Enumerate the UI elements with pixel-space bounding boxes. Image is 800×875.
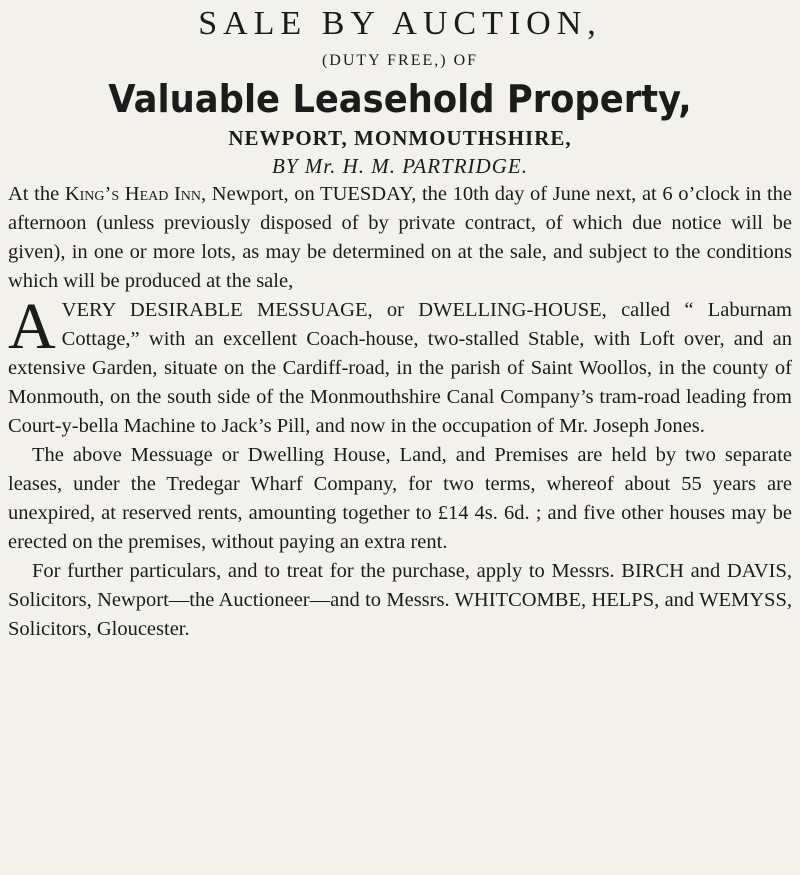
lot-text: VERY DESIRABLE MESSUAGE, or DWELLING-HOUSE, called “ Laburnam Cottage,” with an excellent Coach-house, two-stalled Stable, with Loft over, and an extensive Garden, situate on the Cardiff-road, in the parish of Saint Woollos, in the county of Monmouth, on the south side of the Monmouthshire Canal Company’s tram-road leading from Court-y-bella Machine to Jack’s Pill, and now in the occupation of Mr. Joseph Jones. (8, 299, 792, 437)
ad-title: SALE BY AUCTION, (198, 5, 602, 42)
drop-cap: A (8, 290, 56, 363)
ad-auctioneer: BY Mr. H. M. PARTRIDGE. (272, 154, 528, 178)
intro-text-start: At the (8, 183, 65, 205)
intro-text-rest: , Newport, on TUESDAY, the 10th day of June next, at 6 o’clock in the afternoon (unless previously disposed of by private contract, of which due notice will be given), in one or more lots, as may be determined on at the sale, and subject to the conditions which will be produced at the sale, (8, 183, 792, 292)
lease-terms: The above Messuage or Dwelling House, Land, and Premises are held by two separate leases, under the Tredegar Wharf Company, for two terms, whereof about 55 years are unexpired, at reserved rents, amounting together to £14 4s. 6d. ; and five other houses may be erected on the premises, without paying an extra rent. (8, 444, 792, 553)
ad-headline: Valuable Leasehold Property, (108, 77, 692, 121)
intro-paragraph (8, 180, 792, 296)
ad-location: NEWPORT, MONMOUTHSHIRE, (228, 126, 572, 150)
contact-paragraph: For further particulars, and to treat for the purchase, apply to Messrs. BIRCH and DAVIS, Solicitors, Newport—the Auctioneer—and to Messrs. WHITCOMBE, HELPS, and WEMYSS, Solicitors, Gloucester. (8, 560, 792, 640)
lot-description (8, 290, 792, 441)
venue-name: King’s Head Inn (64, 183, 202, 205)
ad-subtitle: (DUTY FREE,) OF (321, 52, 479, 69)
